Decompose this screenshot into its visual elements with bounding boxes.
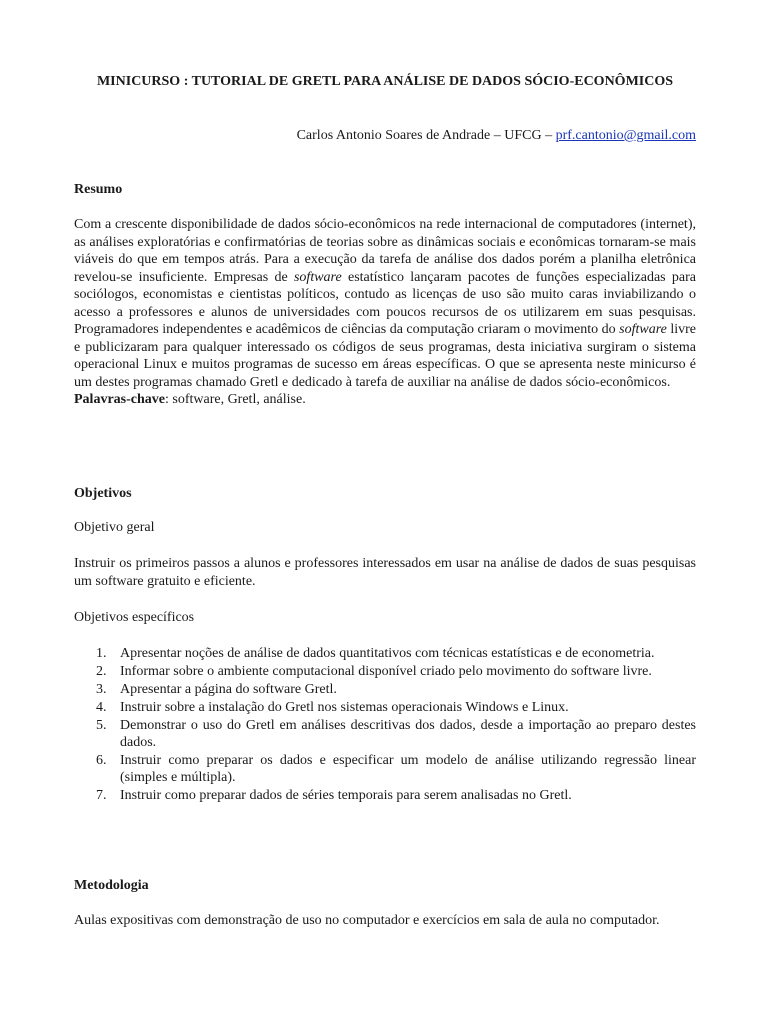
objetivos-especificos-label: Objetivos específicos xyxy=(74,610,195,625)
list-item xyxy=(74,699,696,716)
author-name: Carlos Antonio Soares de Andrade – UFCG – xyxy=(296,128,556,143)
metodologia-text: Aulas expositivas com demonstração de uso no computador e exercícios em sala de aula no computador. xyxy=(74,913,660,928)
resumo-text-1: Com a crescente disponibilidade de dados sócio-econômicos na rede internacional de computadores (internet), as análises exploratórias e confirmatórias de teorias sobre as dinâmicas sociais e econômicas tornaram-se mais viáveis do que em tempos atrás. Para a execução da tarefa de análise dos dados porém a planilha eletrônica revelou-se insuficiente. Empresas de xyxy=(74,217,696,285)
list-item-text: Demonstrar o uso do Gretl em análises descritivas dos dados, desde a importação ao preparo destes dados. xyxy=(120,718,696,750)
keywords-label: Palavras-chave xyxy=(74,392,165,407)
list-item-text: Instruir como preparar dados de séries temporais para serem analisadas no Gretl. xyxy=(120,788,572,803)
objetivo-geral-label: Objetivo geral xyxy=(74,520,155,535)
objetivos-especificos-list xyxy=(74,645,696,805)
author-line xyxy=(74,127,696,145)
list-item xyxy=(74,717,696,751)
document-page xyxy=(74,0,696,1024)
author-email-link[interactable]: prf.cantonio@gmail.com xyxy=(555,128,696,143)
keywords-value: : software, Gretl, análise. xyxy=(164,392,306,407)
list-item-number: 6. xyxy=(96,753,107,768)
list-item xyxy=(74,663,696,680)
list-item xyxy=(74,787,696,804)
objetivo-geral-text: Instruir os primeiros passos a alunos e professores interessados em usar na análise de dados de suas pesquisas um software gratuito e eficiente. xyxy=(74,556,696,589)
resumo-paragraph xyxy=(74,216,696,409)
objetivos-heading: Objetivos xyxy=(74,486,132,501)
list-item xyxy=(74,645,696,662)
list-item-text: Apresentar noções de análise de dados quantitativos com técnicas estatísticas e de econometria. xyxy=(120,646,655,661)
list-item-number: 5. xyxy=(96,718,107,733)
list-item-number: 4. xyxy=(96,700,107,715)
list-item-text: Apresentar a página do software Gretl. xyxy=(120,682,337,697)
list-item-number: 7. xyxy=(96,788,107,803)
list-item-text: Instruir sobre a instalação do Gretl nos sistemas operacionais Windows e Linux. xyxy=(120,700,569,715)
list-item xyxy=(74,681,696,698)
resumo-text-2: estatístico lançaram pacotes de funções especializadas para sociólogos, economistas e cientistas políticos, contudo as licenças de uso são muito caras inviabilizando o acesso a professores e alunos de universidades com poucos recursos de os utilizarem em suas pesquisas. Programadores independentes e acadêmicos de ciências da computação criaram o movimento do xyxy=(74,269,696,337)
resumo-italic-1: software xyxy=(293,269,342,285)
resumo-italic-2: software xyxy=(619,322,667,337)
list-item-text: Informar sobre o ambiente computacional disponível criado pelo movimento do software livre. xyxy=(120,664,652,679)
resumo-heading: Resumo xyxy=(74,182,123,197)
list-item-text: Instruir como preparar os dados e especificar um modelo de análise utilizando regressão linear (simples e múltipla). xyxy=(120,753,696,785)
list-item-number: 3. xyxy=(96,682,107,697)
list-item-number: 2. xyxy=(96,664,107,679)
list-item-number: 1. xyxy=(96,646,107,661)
metodologia-heading: Metodologia xyxy=(74,878,149,893)
list-item xyxy=(74,752,696,786)
resumo-text-3: livre e publicizaram para qualquer interessado os códigos de seus programas, desta iniciativa surgiram o sistema operacional Linux e muitos programas de sucesso em áreas específicas. O que se apresenta neste minicurso é um destes programas chamado Gretl e dedicado à tarefa de auxiliar na análise de dados sócio-econômicos. xyxy=(74,322,697,390)
document-title: MINICURSO : TUTORIAL DE GRETL PARA ANÁLISE DE DADOS SÓCIO-ECONÔMICOS xyxy=(96,74,674,89)
